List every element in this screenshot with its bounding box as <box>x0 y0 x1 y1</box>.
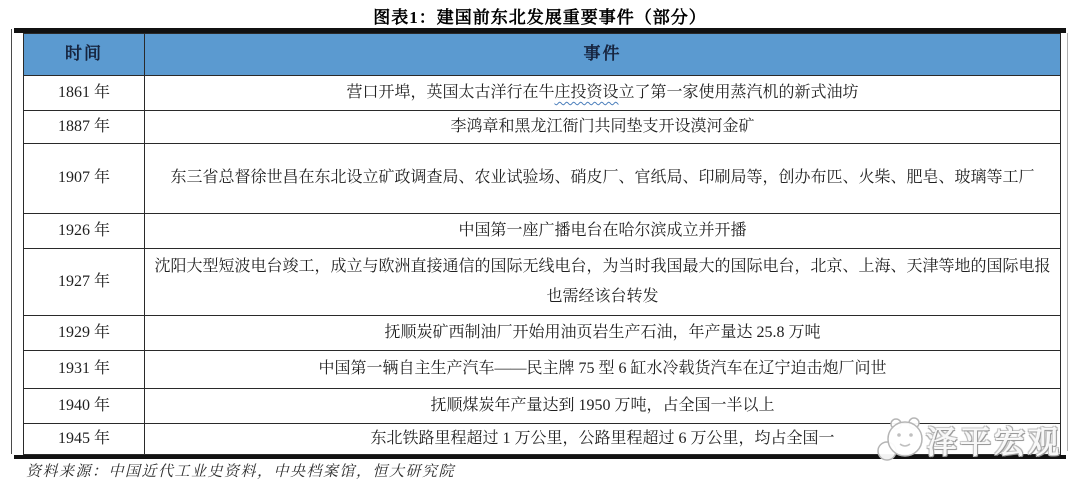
cell-event: 李鸿章和黑龙江衙门共同垫支开设漠河金矿 <box>145 111 1061 144</box>
table-row <box>24 249 1061 316</box>
header-time: 时间 <box>24 34 145 76</box>
figure-title: 图表1：建国前东北发展重要事件（部分） <box>373 8 707 27</box>
table-row <box>24 111 1061 144</box>
cell-time: 1887 年 <box>24 111 145 144</box>
cell-time: 1861 年 <box>24 76 145 111</box>
table-header-row <box>24 34 1061 76</box>
cell-time: 1929 年 <box>24 316 145 351</box>
event-text-post: 立了第一家使用蒸汽机的新式油坊 <box>618 83 859 101</box>
header-event: 事件 <box>145 34 1061 76</box>
cell-event: 东三省总督徐世昌在东北设立矿政调查局、农业试验场、硝皮厂、官纸局、印刷局等，创办布匹、火柴、肥皂、玻璃等工厂 <box>145 144 1061 214</box>
cell-time: 1940 年 <box>24 389 145 424</box>
cell-time: 1931 年 <box>24 351 145 389</box>
cell-event: 东北铁路里程超过 1 万公里，公路里程超过 6 万公里，均占全国一 <box>145 424 1061 455</box>
outer-left-rule <box>11 29 12 454</box>
cell-event: 中国第一座广播电台在哈尔滨成立并开播 <box>145 214 1061 249</box>
cell-event: 抚顺炭矿西制油厂开始用油页岩生产石油，年产量达 25.8 万吨 <box>145 316 1061 351</box>
events-table <box>23 33 1061 455</box>
table-row <box>24 144 1061 214</box>
table-row <box>24 316 1061 351</box>
cell-time: 1926 年 <box>24 214 145 249</box>
table-row <box>24 351 1061 389</box>
cell-event <box>145 76 1061 111</box>
data-source-note: 资料来源：中国近代工业史资料，中央档案馆，恒大研究院 <box>26 464 456 480</box>
watermark <box>874 414 1062 464</box>
events-table-frame <box>14 28 1066 459</box>
watermark-label: 泽平宏观 <box>926 424 1062 460</box>
table-row <box>24 214 1061 249</box>
cell-time: 1907 年 <box>24 144 145 214</box>
event-text-wavy-underlined: 庄投资设 <box>554 83 619 101</box>
zeping-mascot-icon <box>874 414 930 464</box>
cell-event: 沈阳大型短波电台竣工，成立与欧洲直接通信的国际无线电台，为当时我国最大的国际电台，北京、上海、天津等地的国际电报也需经该台转发 <box>145 249 1061 316</box>
table-row <box>24 76 1061 111</box>
outer-right-rule <box>1067 33 1068 451</box>
cell-time: 1927 年 <box>24 249 145 316</box>
cell-time: 1945 年 <box>24 424 145 455</box>
cell-event: 抚顺煤炭年产量达到 1950 万吨，占全国一半以上 <box>145 389 1061 424</box>
cell-event: 中国第一辆自主生产汽车——民主牌 75 型 6 缸水冷载货汽车在辽宁迫击炮厂问世 <box>145 351 1061 389</box>
event-text-pre: 营口开埠，英国太古洋行在牛 <box>346 83 555 101</box>
